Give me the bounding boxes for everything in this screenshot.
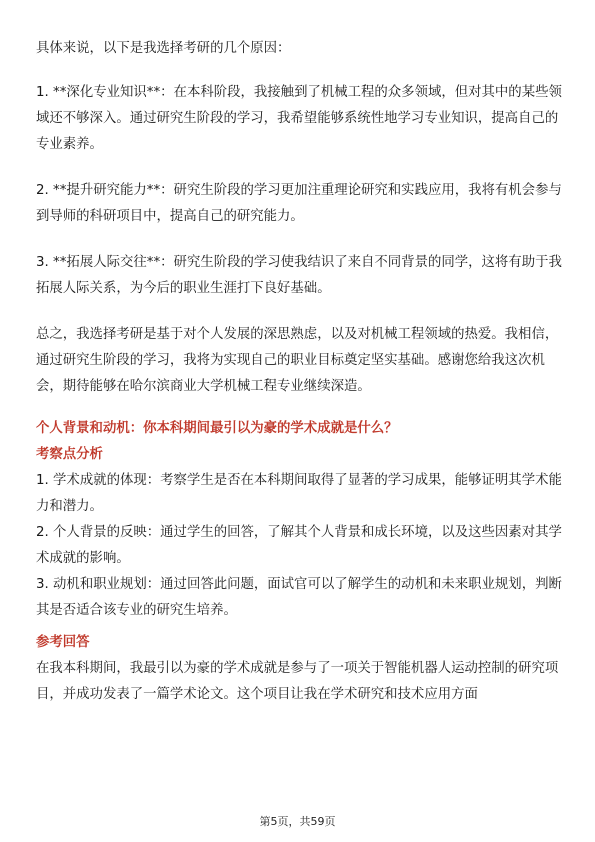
reason-item: 2. **提升研究能力**：研究生阶段的学习更加注重理论研究和实践应用，我将有机会参与到导师的科研项目中，提高自己的研究能力。: [36, 183, 562, 224]
answer-text: 在我本科期间，我最引以为豪的学术成就是参与了一项关于智能机器人运动控制的研究项目，并成功发表了一篇学术论文。这个项目让我在学术研究和技术应用方面: [36, 661, 559, 702]
reason-item: 3. **拓展人际交往**：研究生阶段的学习使我结识了来自不同背景的同学，这将有助于我拓展人际关系，为今后的职业生涯打下良好基础。: [36, 255, 562, 296]
reason-item: 1. **深化专业知识**：在本科阶段，我接触到了机械工程的众多领域，但对其中的某些领域还不够深入。通过研究生阶段的学习，我希望能够系统性地学习专业知识，提高自己的专业素养。: [36, 85, 562, 152]
analysis-item: 3. 动机和职业规划：通过回答此问题，面试官可以了解学生的动机和未来职业规划，判断其是否适合该专业的研究生培养。: [36, 577, 562, 618]
page-content: [36, 36, 564, 708]
analysis-heading: 考察点分析: [36, 447, 103, 462]
intro-text: 具体来说，以下是我选择考研的几个原因：: [36, 41, 291, 56]
analysis-item: 2. 个人背景的反映：通过学生的回答，了解其个人背景和成长环境，以及这些因素对其学术成就的影响。: [36, 525, 562, 566]
conclusion-text: 总之，我选择考研是基于对个人发展的深思熟虑，以及对机械工程领域的热爱。我相信，通过研究生阶段的学习，我将为实现自己的职业目标奠定坚实基础。感谢您给我这次机会，期待能够在哈尔滨商业大学机械工程专业继续深造。: [36, 327, 559, 394]
answer-heading: 参考回答: [36, 635, 90, 650]
question-heading: 个人背景和动机：你本科期间最引以为豪的学术成就是什么？: [36, 421, 398, 436]
analysis-item: 1. 学术成就的体现：考察学生是否在本科期间取得了显著的学习成果，能够证明其学术能力和潜力。: [36, 473, 562, 514]
page-footer: 第5页，共59页: [259, 815, 336, 828]
